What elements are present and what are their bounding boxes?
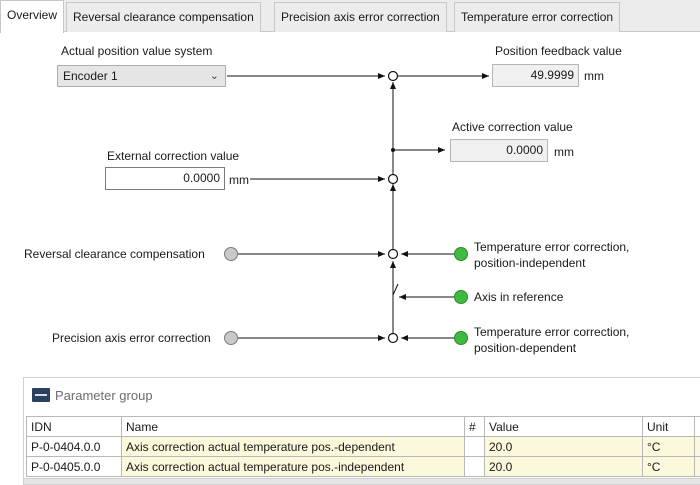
junction-dot bbox=[391, 148, 395, 152]
position-feedback-label: Position feedback value bbox=[495, 44, 622, 58]
column-header-value[interactable]: Value bbox=[485, 417, 643, 437]
position-feedback-unit: mm bbox=[584, 69, 604, 83]
tab-bar bbox=[0, 0, 700, 32]
temp-dep-label-line2: position-dependent bbox=[474, 341, 577, 355]
reversal-clearance-label: Reversal clearance compensation bbox=[24, 247, 205, 261]
table-row[interactable] bbox=[27, 457, 700, 477]
drive-logo-icon bbox=[32, 388, 50, 402]
external-correction-unit: mm bbox=[229, 173, 249, 187]
temp-dep-label bbox=[474, 324, 629, 356]
sum-node-reversal bbox=[389, 250, 398, 259]
tab-reversal-clearance-compensation[interactable]: Reversal clearance compensation bbox=[66, 2, 261, 32]
sum-node-external bbox=[389, 175, 398, 184]
encoder-selected-value: Encoder 1 bbox=[63, 69, 118, 83]
actual-position-label: Actual position value system bbox=[61, 44, 213, 58]
tab-temperature-error-correction[interactable]: Temperature error correction bbox=[454, 2, 620, 32]
external-correction-input[interactable]: 0.0000 bbox=[105, 167, 225, 190]
cell-unit: °C bbox=[643, 437, 695, 457]
cell-value[interactable]: 20.0 bbox=[485, 457, 643, 477]
precision-axis-label: Precision axis error correction bbox=[52, 331, 211, 345]
temp-dep-status-led-icon bbox=[455, 332, 468, 345]
temp-indep-label bbox=[474, 239, 629, 271]
active-correction-label: Active correction value bbox=[452, 120, 573, 134]
encoder-select[interactable] bbox=[57, 65, 226, 87]
sum-node-feedback bbox=[389, 72, 398, 81]
cell-idn: P-0-0404.0.0 bbox=[27, 437, 122, 457]
table-header-row bbox=[27, 417, 700, 437]
cell-extra bbox=[695, 437, 700, 457]
cell-number bbox=[465, 437, 485, 457]
precision-status-led-icon bbox=[225, 332, 238, 345]
parameter-group-title: Parameter group bbox=[55, 388, 153, 403]
temp-indep-status-led-icon bbox=[455, 248, 468, 261]
axis-ref-status-led-icon bbox=[455, 291, 468, 304]
column-header-number[interactable]: # bbox=[465, 417, 485, 437]
active-correction-unit: mm bbox=[554, 145, 574, 159]
cell-idn: P-0-0405.0.0 bbox=[27, 457, 122, 477]
reversal-status-led-icon bbox=[225, 248, 238, 261]
parameter-table bbox=[26, 416, 700, 477]
cell-extra bbox=[695, 457, 700, 477]
correction-overview-diagram bbox=[0, 32, 700, 377]
chevron-down-icon: ⌄ bbox=[209, 70, 219, 82]
temp-indep-label-line1: Temperature error correction, bbox=[474, 240, 630, 254]
cell-name: Axis correction actual temperature pos.-dependent bbox=[122, 437, 465, 457]
tab-overview[interactable]: Overview bbox=[0, 0, 64, 33]
tab-precision-axis-error-correction[interactable]: Precision axis error correction bbox=[274, 2, 447, 32]
cell-number bbox=[465, 457, 485, 477]
active-correction-field: 0.0000 bbox=[450, 139, 548, 162]
table-row[interactable] bbox=[27, 437, 700, 457]
external-correction-label: External correction value bbox=[107, 149, 240, 163]
column-header-idn[interactable]: IDN bbox=[27, 417, 122, 437]
column-header-extra bbox=[695, 417, 700, 437]
position-feedback-field: 49.9999 bbox=[492, 64, 579, 87]
temp-dep-label-line1: Temperature error correction, bbox=[474, 325, 630, 339]
temp-indep-label-line2: position-independent bbox=[474, 256, 586, 270]
column-header-unit[interactable]: Unit bbox=[643, 417, 695, 437]
horizontal-scrollbar[interactable] bbox=[24, 478, 700, 484]
cell-value[interactable]: 20.0 bbox=[485, 437, 643, 457]
parameter-group-header bbox=[32, 386, 153, 406]
parameter-group-panel bbox=[23, 377, 700, 485]
sum-node-precision bbox=[389, 334, 398, 343]
column-header-name[interactable]: Name bbox=[122, 417, 465, 437]
axis-in-reference-label: Axis in reference bbox=[474, 290, 564, 304]
cell-unit: °C bbox=[643, 457, 695, 477]
cell-name: Axis correction actual temperature pos.-independent bbox=[122, 457, 465, 477]
